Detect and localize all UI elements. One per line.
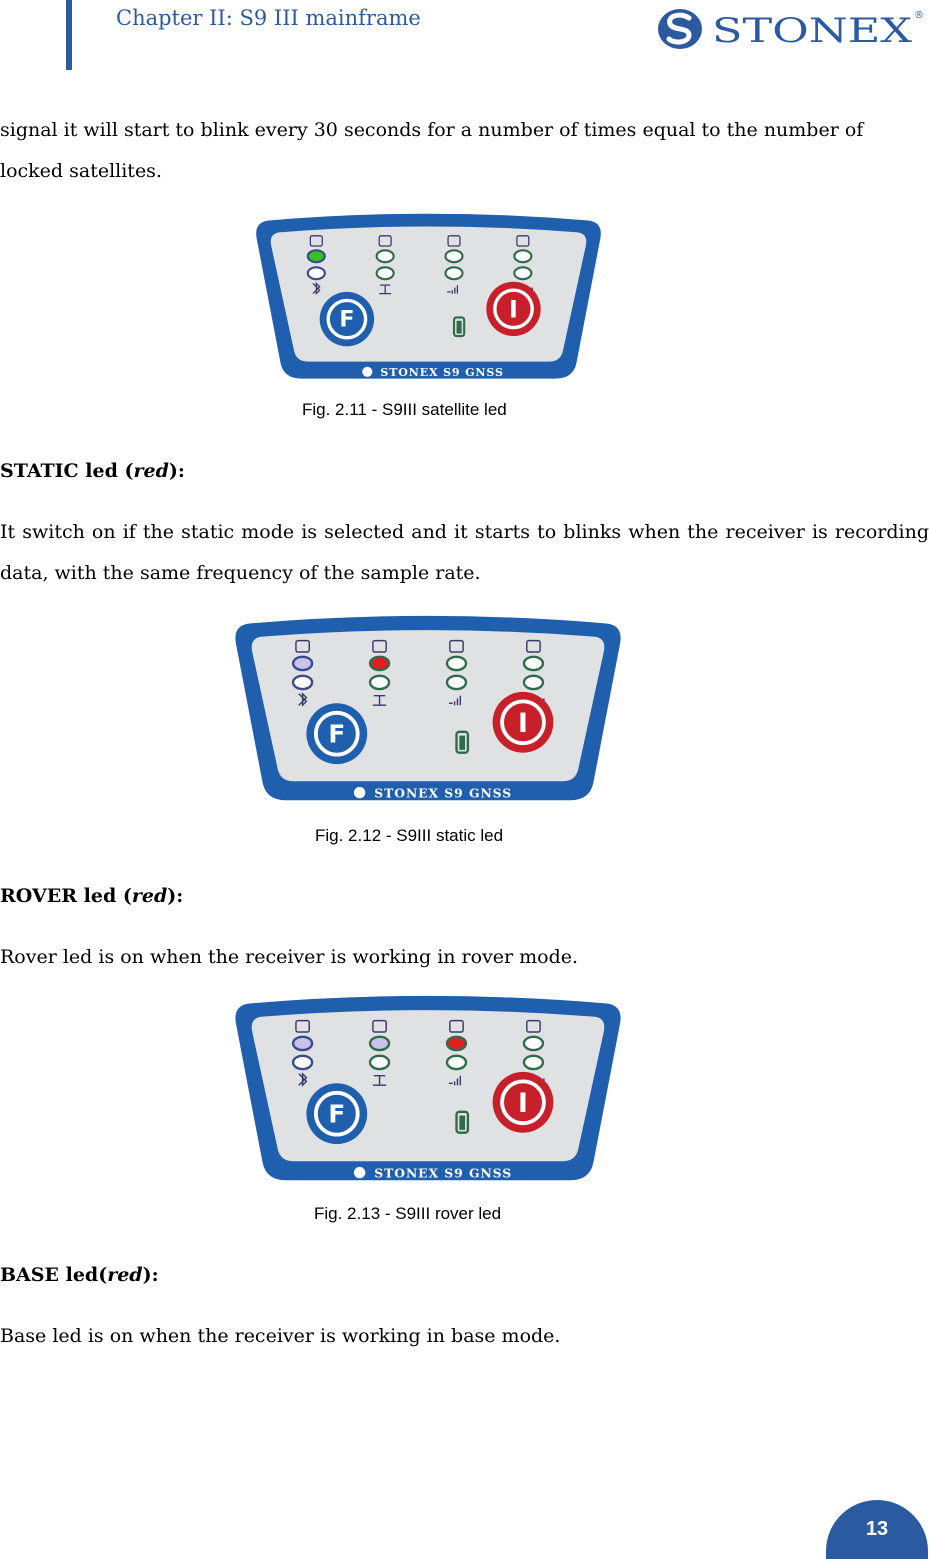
panel-face [252,630,605,781]
panel-label: STONEX S9 GNSS [374,1165,513,1181]
battery-fill [459,1116,465,1130]
figure-caption-static: Fig. 2.12 - S9III static led [315,826,504,845]
logo-registered-mark: ® [914,10,924,21]
led-top-satellite [308,250,325,262]
power-button-label: I [518,707,528,739]
led-bottom-rover [446,267,463,279]
led-top-rover [447,1037,466,1050]
led-top-rover [447,657,466,670]
figure-static-led [214,614,642,804]
intro-paragraph: signal it will start to blink every 30 seconds for a number of times equal to the number of locked satellites. [0,119,864,182]
led-bottom-satellite [308,267,325,279]
figure-satellite-led [243,212,614,382]
static-heading: STATIC led (red): [0,460,185,482]
panel-face [271,226,587,361]
figure-rover-led [221,994,635,1184]
power-button-label: I [509,295,518,324]
f-button-label: F [328,1099,346,1129]
led-bottom-static [370,676,389,689]
led-bottom-satellite [293,676,312,689]
led-bottom-rover [447,1056,466,1069]
led-bottom-static [377,267,394,279]
led-top-static [370,657,389,670]
panel-label: STONEX S9 GNSS [374,785,513,801]
led-top-static [377,250,394,262]
panel-logo-icon [354,1167,365,1178]
led-top-base [524,1037,543,1050]
led-bottom-base [524,1056,543,1069]
battery-fill [457,321,462,334]
led-top-base [514,250,531,262]
battery-fill [459,736,465,750]
led-top-satellite [293,1037,312,1050]
led-top-rover [446,250,463,262]
panel-logo-icon [362,367,372,377]
figure-caption-rover: Fig. 2.13 - S9III rover led [314,1204,502,1223]
led-bottom-base [524,676,543,689]
static-paragraph: It switch on if the static mode is selected and it starts to blinks when the receiver is recording data, with the same frequency of the sample rate. [0,521,929,584]
rover-heading: ROVER led (red): [0,885,184,907]
led-top-base [524,657,543,670]
led-bottom-satellite [293,1056,312,1069]
page-number: 13 [826,1500,928,1559]
led-bottom-base [514,267,531,279]
panel-logo-icon [354,787,365,798]
stonex-logo [656,6,926,52]
figure-caption-satellite: Fig. 2.11 - S9III satellite led [302,400,507,419]
led-bottom-rover [447,676,466,689]
base-heading: BASE led(red): [0,1264,159,1286]
panel-face [252,1010,605,1161]
panel-label: STONEX S9 GNSS [380,366,504,380]
f-button-label: F [339,306,355,333]
logo-text: STONEX [712,11,914,51]
power-button-label: I [518,1087,528,1119]
f-button-label: F [328,719,346,749]
base-paragraph: Base led is on when the receiver is working in base mode. [0,1325,561,1347]
chapter-title: Chapter II: S9 III mainframe [116,6,421,30]
header-accent-bar [66,0,72,70]
led-top-static [370,1037,389,1050]
rover-paragraph: Rover led is on when the receiver is working in rover mode. [0,946,579,968]
led-top-satellite [293,657,312,670]
led-bottom-static [370,1056,389,1069]
